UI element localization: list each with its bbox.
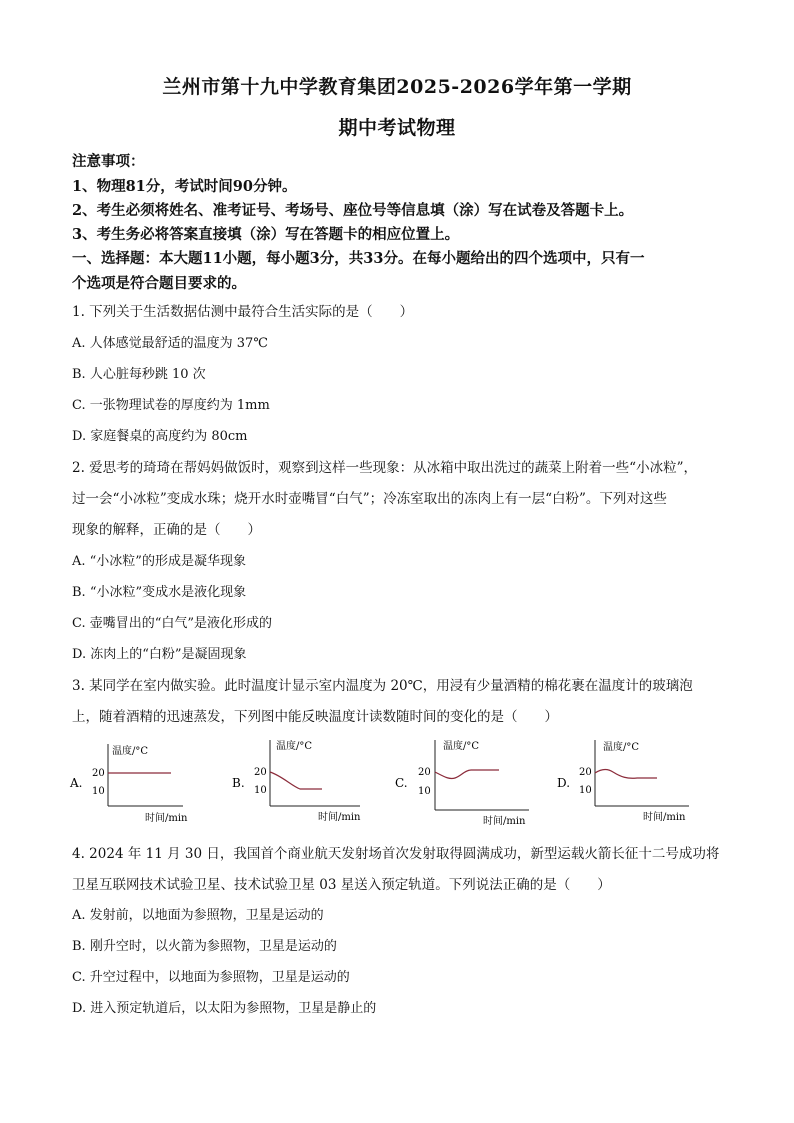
question-4-stem: 卫星互联网技术试验卫星、技术试验卫星 03 星送入预定轨道。下列说法正确的是（ ） bbox=[72, 877, 611, 893]
tick-10: 10 bbox=[92, 786, 105, 797]
x-axis-label: 时间/min bbox=[145, 813, 188, 824]
tick-20: 20 bbox=[254, 767, 267, 778]
question-1-option-a: A. 人体感觉最舒适的温度为 37℃ bbox=[72, 336, 268, 351]
notice-item: 1、物理81分，考试时间90分钟。 bbox=[72, 178, 297, 195]
section-heading: 个选项是符合题目要求的。 bbox=[72, 275, 246, 292]
y-axis-label: 温度/°C bbox=[276, 741, 313, 752]
section-heading: 一、选择题：本大题11小题，每小题3分，共33分。在每小题给出的四个选项中，只有一 bbox=[72, 250, 645, 267]
question-2-stem: 现象的解释，正确的是（ ） bbox=[72, 522, 261, 538]
question-2-stem: 过一会“小冰粒”变成水珠；烧开水时壶嘴冒“白气”；冷冻室取出的冻肉上有一层“白粉”。下列对这些 bbox=[72, 491, 667, 507]
notice-heading: 注意事项： bbox=[72, 153, 145, 170]
x-axis-label: 时间/min bbox=[318, 812, 361, 823]
x-axis-label: 时间/min bbox=[483, 816, 526, 827]
graph-option-d bbox=[555, 738, 695, 828]
graph-option-label: A. bbox=[70, 776, 83, 790]
question-2-option-d: D. 冻肉上的“白粉”是凝固现象 bbox=[72, 647, 247, 662]
graph-option-label: D. bbox=[557, 776, 571, 790]
graph-option-label: C. bbox=[395, 776, 408, 790]
question-2-option-a: A. “小冰粒”的形成是凝华现象 bbox=[72, 554, 246, 569]
question-1-option-c: C. 一张物理试卷的厚度约为 1mm bbox=[72, 398, 270, 413]
graph-option-label: B. bbox=[232, 776, 245, 790]
question-2-option-c: C. 壶嘴冒出的“白气”是液化形成的 bbox=[72, 616, 273, 631]
question-3-stem: 上，随着酒精的迅速蒸发，下列图中能反映温度计读数随时间的变化的是（ ） bbox=[72, 709, 558, 725]
graph-option-c bbox=[393, 738, 533, 830]
notice-item: 2、考生必须将姓名、准考证号、考场号、座位号等信息填（涂）写在试卷及答题卡上。 bbox=[72, 202, 634, 219]
question-1-option-b: B. 人心脏每秒跳 10 次 bbox=[72, 367, 206, 382]
tick-10: 10 bbox=[579, 785, 592, 796]
exam-title-line2: 期中考试物理 bbox=[338, 117, 456, 139]
y-axis-label: 温度/°C bbox=[112, 746, 149, 757]
question-4-option-d: D. 进入预定轨道后，以太阳为参照物，卫星是静止的 bbox=[72, 1001, 377, 1016]
temperature-curve bbox=[435, 770, 499, 779]
question-4-stem: 4. 2024 年 11 月 30 日，我国首个商业航天发射场首次发射取得圆满成功，新型运载火箭长征十二号成功将 bbox=[72, 846, 720, 862]
tick-20: 20 bbox=[418, 767, 431, 778]
question-4-option-a: A. 发射前，以地面为参照物，卫星是运动的 bbox=[72, 908, 324, 923]
y-axis-label: 温度/°C bbox=[603, 742, 640, 753]
x-axis-label: 时间/min bbox=[643, 812, 686, 823]
question-2-option-b: B. “小冰粒”变成水是液化现象 bbox=[72, 585, 247, 600]
question-4-option-c: C. 升空过程中，以地面为参照物，卫星是运动的 bbox=[72, 970, 350, 985]
question-3-stem: 3. 某同学在室内做实验。此时温度计显示室内温度为 20℃，用浸有少量酒精的棉花裹在温度计的玻璃泡 bbox=[72, 678, 693, 694]
notice-item: 3、考生务必将答案直接填（涂）写在答题卡的相应位置上。 bbox=[72, 226, 460, 243]
graph-option-b bbox=[230, 738, 365, 828]
question-1-option-d: D. 家庭餐桌的高度约为 80cm bbox=[72, 429, 248, 444]
tick-20: 20 bbox=[92, 768, 105, 779]
temperature-curve bbox=[270, 772, 322, 789]
question-2-stem: 2. 爱思考的琦琦在帮妈妈做饭时，观察到这样一些现象：从冰箱中取出洗过的蔬菜上附着一些“小冰粒”， bbox=[72, 460, 697, 476]
question-1-stem: 1. 下列关于生活数据估测中最符合生活实际的是（ ） bbox=[72, 304, 414, 320]
y-axis-label: 温度/°C bbox=[443, 741, 480, 752]
temperature-curve bbox=[595, 769, 657, 778]
tick-10: 10 bbox=[418, 786, 431, 797]
tick-20: 20 bbox=[579, 767, 592, 778]
tick-10: 10 bbox=[254, 785, 267, 796]
exam-title-line1: 兰州市第十九中学教育集团2025-2026学年第一学期 bbox=[162, 76, 632, 98]
question-4-option-b: B. 刚升空时，以火箭为参照物，卫星是运动的 bbox=[72, 939, 337, 954]
graph-option-a bbox=[68, 738, 188, 828]
